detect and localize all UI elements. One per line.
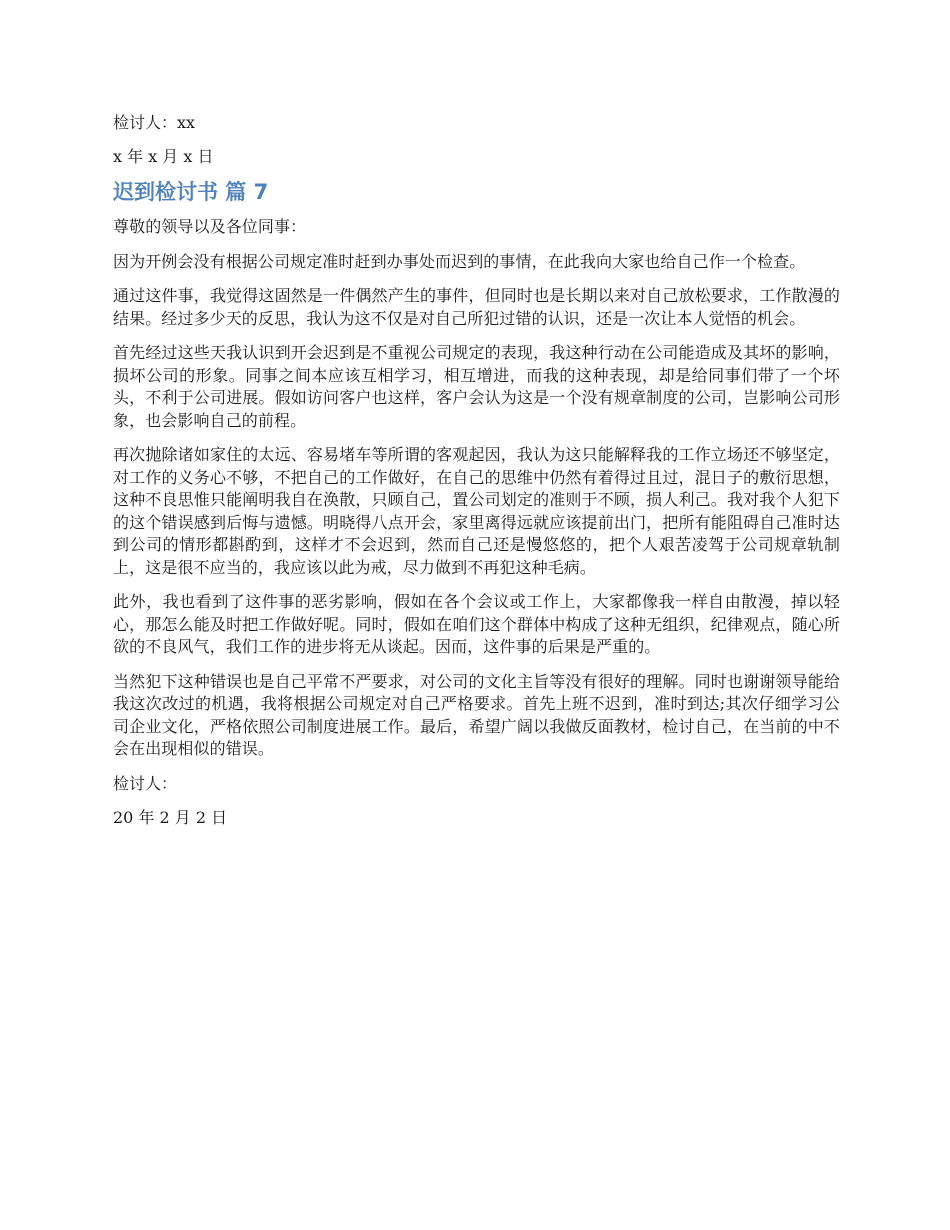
section-heading: 迟到检讨书 篇 7 [113, 180, 269, 204]
salutation: 尊敬的领导以及各位同事： [113, 217, 307, 236]
paragraph-1: 因为开例会没有根据公司规定准时赶到办事处而迟到的事情，在此我向大家也给自己作一个检查。 [113, 251, 806, 271]
paragraph-6: 当然犯下这种错误也是自己平常不严要求，对公司的文化主旨等没有很好的理解。同时也谢谢领导能给我这次改过的机遇，我将根据公司规定对自己严格要求。首先上班不迟到，准时到达;其次仔细学习公司企业文化，严格依照公司制度进展工作。最后，希望广阔以我做反面教材，检讨自己，在当前的中不会在出现相似的错误。 [113, 671, 840, 758]
paragraph-3: 首先经过这些天我认识到开会迟到是不重视公司规定的表现，我这种行动在公司能造成及其坏的影响，损坏公司的形象。同事之间本应该互相学习，相互增进，而我的这种表现，却是给同事们带了一个坏头，不利于公司进展。假如访问客户也这样，客户会认为这是一个没有规章制度的公司，岂影响公司形象，也会影响自己的前程。 [113, 343, 840, 430]
signer-line-top: 检讨人：xx [113, 113, 196, 132]
signer-line-bottom: 检讨人： [113, 773, 178, 793]
document-page [113, 112, 840, 841]
paragraph-4: 再次抛除诸如家住的太远、容易堵车等所谓的客观起因，我认为这只能解释我的工作立场还不够坚定，对工作的义务心不够，不把自己的工作做好，在自己的思维中仍然有着得过且过，混日子的敷衍思想，这种不良思惟只能阐明我自在涣散，只顾自己，置公司划定的准则于不顾，损人利己。我对我个人犯下的这个错误感到后悔与遗憾。明晓得八点开会，家里离得远就应该提前出门，把所有能阻碍自己准时达到公司的情形都斟酌到，这样才不会迟到，然而自己还是慢悠悠的，把个人艰苦凌驾于公司规章轨制上，这是很不应当的，我应该以此为戒，尽力做到不再犯这种毛病。 [113, 445, 840, 577]
paragraph-5: 此外，我也看到了这件事的恶劣影响，假如在各个会议或工作上，大家都像我一样自由散漫，掉以轻心，那怎么能及时把工作做好呢。同时，假如在咱们这个群体中构成了这种无组织，纪律观点，随心所欲的不良风气，我们工作的进步将无从谈起。因而，这件事的后果是严重的。 [113, 592, 840, 656]
paragraph-2: 通过这件事，我觉得这固然是一件偶然产生的事件，但同时也是长期以来对自己放松要求，工作散漫的结果。经过多少天的反思，我认为这不仅是对自己所犯过错的认识，还是一次让本人觉悟的机会。 [113, 286, 840, 328]
date-line-bottom: 20 年 2 月 2 日 [113, 807, 228, 827]
date-line-top: x 年 x 月 x 日 [113, 147, 214, 166]
